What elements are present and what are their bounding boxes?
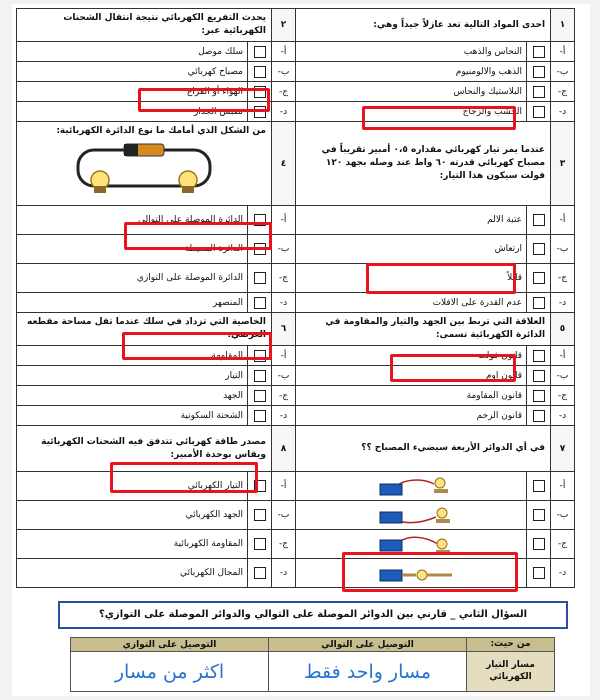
option-letter: ج- [272, 82, 296, 102]
option-letter: د- [272, 293, 296, 313]
questions-table [16, 8, 575, 588]
option-letter: د- [551, 293, 575, 313]
option-text: المقاومة [17, 346, 248, 366]
question-number: ٢ [272, 9, 296, 42]
option-letter: د- [272, 406, 296, 426]
option-text: المقاومة الكهربائية [17, 530, 248, 559]
answer-highlight-q5 [390, 354, 516, 382]
option-letter: ج- [272, 264, 296, 293]
option-checkbox[interactable] [527, 82, 551, 102]
option-letter: أ- [551, 206, 575, 235]
question-number: ٥ [551, 313, 575, 346]
question-text: يحدث التفريغ الكهربائي نتيجة انتقال الشحنات الكهربائية عبر: [17, 9, 272, 42]
question-number: ٧ [551, 426, 575, 472]
parallel-header: التوصيل على التوازي [71, 638, 269, 652]
answer-highlight-q1 [362, 106, 516, 130]
comparison-table [70, 637, 555, 692]
option-text: الدائرة البسيطة [17, 235, 248, 264]
option-checkbox[interactable] [527, 102, 551, 122]
question-number: ١ [551, 9, 575, 42]
option-letter: ب- [272, 235, 296, 264]
option-checkbox[interactable] [527, 346, 551, 366]
option-letter: أ- [551, 42, 575, 62]
answer-highlight-q4 [124, 222, 272, 250]
option-letter: أ- [551, 346, 575, 366]
option-text: الذهب والالومنيوم [296, 62, 527, 82]
question-number: ٣ [551, 122, 575, 206]
option-text: الهواء أو الفراغ [17, 82, 248, 102]
option-text: البلاستيك والنحاس [296, 82, 527, 102]
circuit-option-image [296, 501, 527, 530]
circuit-thumbnail-a [362, 474, 460, 498]
option-letter: ب- [551, 501, 575, 530]
option-checkbox[interactable] [527, 293, 551, 313]
question-text: في أي الدوائر الأربعة سيضيء المصباح ؟؟ [296, 426, 551, 472]
criterion-cell: مسار التيار الكهربائي [467, 652, 555, 692]
option-text: قاتلاً [296, 264, 527, 293]
option-checkbox[interactable] [248, 62, 272, 82]
option-letter: ج- [551, 386, 575, 406]
option-letter: د- [272, 559, 296, 588]
answer-highlight-q7 [342, 552, 518, 592]
option-checkbox[interactable] [527, 559, 551, 588]
series-header: التوصيل على التوالي [269, 638, 467, 652]
parallel-answer[interactable]: اكثر من مسار [71, 652, 269, 692]
option-checkbox[interactable] [527, 366, 551, 386]
option-checkbox[interactable] [248, 366, 272, 386]
option-letter: أ- [272, 346, 296, 366]
option-letter: د- [551, 406, 575, 426]
option-text: المنصهر [17, 293, 248, 313]
option-text: الشحنة السكونية [17, 406, 248, 426]
option-checkbox[interactable] [527, 501, 551, 530]
option-letter: ج- [551, 264, 575, 293]
question-number: ٦ [272, 313, 296, 346]
option-checkbox[interactable] [248, 559, 272, 588]
option-text: الجهد الكهربائي [17, 501, 248, 530]
option-letter: ب- [272, 366, 296, 386]
answer-highlight-q6 [122, 332, 272, 360]
option-text: سلك موصل [17, 42, 248, 62]
option-text: النحاس والذهب [296, 42, 527, 62]
option-letter: ب- [272, 62, 296, 82]
option-text: الدائرة الموصلة على التوازي [17, 264, 248, 293]
criterion-header: من حيث: [467, 638, 555, 652]
answer-highlight-q8 [110, 462, 258, 493]
answer-highlight-q2 [138, 88, 270, 112]
option-text: ارتعاش [296, 235, 527, 264]
option-checkbox[interactable] [527, 406, 551, 426]
question-text: الخاصية التي تزداد في سلك عندما تقل مساحة مقطعه العرضي: [17, 313, 272, 346]
option-checkbox[interactable] [527, 42, 551, 62]
option-text: المجال الكهربائي [17, 559, 248, 588]
option-checkbox[interactable] [248, 406, 272, 426]
option-letter: أ- [272, 206, 296, 235]
series-circuit-image [64, 140, 224, 202]
option-checkbox[interactable] [248, 293, 272, 313]
option-text: الخشب والزجاج [296, 102, 527, 122]
option-text: مصباح كهربائي [17, 62, 248, 82]
option-letter: د- [272, 102, 296, 122]
option-text: قانون المقاومة [296, 386, 527, 406]
series-answer[interactable]: مسار واحد فقط [269, 652, 467, 692]
option-checkbox[interactable] [248, 501, 272, 530]
option-letter: ب- [551, 235, 575, 264]
option-text: مقبس الجدار [17, 102, 248, 122]
option-letter: د- [551, 559, 575, 588]
option-letter: أ- [551, 472, 575, 501]
option-checkbox[interactable] [248, 530, 272, 559]
option-letter: أ- [272, 42, 296, 62]
option-letter: ب- [272, 501, 296, 530]
second-question-title: السؤال الثاني _ قارني بين الدوائر الموصلة على التوالي والدوائر الموصلة على التوازي؟ [58, 601, 568, 629]
question-number: ٨ [272, 426, 296, 472]
option-letter: ب- [551, 62, 575, 82]
option-letter: أ- [272, 472, 296, 501]
option-letter: ج- [272, 386, 296, 406]
circuit-thumbnail-b [362, 503, 460, 527]
question-text: عندما يمر تيار كهربائي مقداره ٠،٥ أمبير تقريباً في مصباح كهربائي قدرته ٦٠ واط عند وصله بجهد ١٢٠ فولت سيكون هذا التيار: [296, 122, 551, 206]
question-cell [17, 122, 272, 206]
option-text: التيار [17, 366, 248, 386]
question-text: العلاقة التي تربط بين الجهد والتيار والمقاومة في الدائرة الكهربائية تسمى: [296, 313, 551, 346]
option-checkbox[interactable] [248, 386, 272, 406]
option-checkbox[interactable] [527, 206, 551, 235]
option-letter: د- [551, 102, 575, 122]
option-letter: ب- [551, 366, 575, 386]
option-checkbox[interactable] [248, 264, 272, 293]
option-letter: ج- [551, 82, 575, 102]
answer-highlight-q3 [366, 263, 516, 294]
option-text: التيار الكهربائي [17, 472, 248, 501]
circuit-option-image [296, 472, 527, 501]
option-text: قانون الزخم [296, 406, 527, 426]
option-text: قانون فولت [296, 346, 527, 366]
option-checkbox[interactable] [527, 386, 551, 406]
option-checkbox[interactable] [527, 472, 551, 501]
option-checkbox[interactable] [248, 42, 272, 62]
option-checkbox[interactable] [527, 264, 551, 293]
option-checkbox[interactable] [527, 530, 551, 559]
question-text: احدى المواد التالية تعد عازلاً جيداً وهي: [296, 9, 551, 42]
option-checkbox[interactable] [527, 235, 551, 264]
option-checkbox[interactable] [527, 62, 551, 82]
option-text: عتبة الالم [296, 206, 527, 235]
question-number: ٤ [272, 122, 296, 206]
option-letter: ج- [551, 530, 575, 559]
option-text: الدائرة الموصلة على التوالي [17, 206, 248, 235]
option-text: عدم القدرة على الافلات [296, 293, 527, 313]
option-text: الجهد [17, 386, 248, 406]
question-text: من الشكل الذي أمامك ما نوع الدائرة الكهربائية: [56, 126, 266, 137]
option-letter: ج- [272, 530, 296, 559]
question-text: مصدر طاقة كهربائي تتدفق فيه الشحنات الكهربائية ويقاس بوحدة الأمبير: [17, 426, 272, 472]
option-text: قانون اوم [296, 366, 527, 386]
